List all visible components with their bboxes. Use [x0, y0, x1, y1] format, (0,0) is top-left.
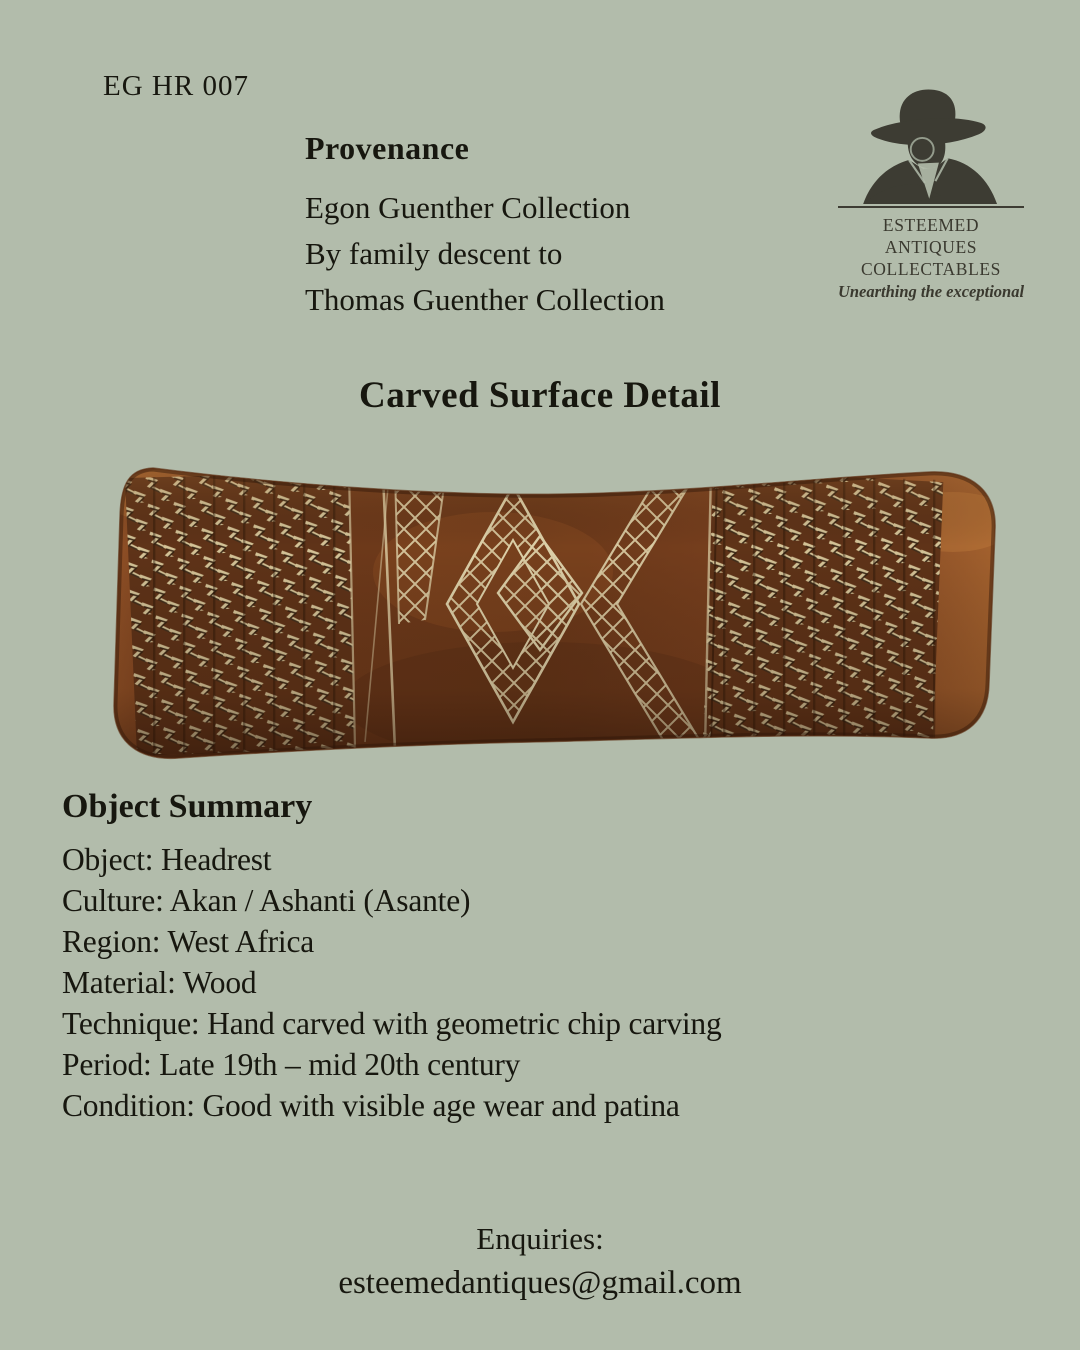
provenance-line: Egon Guenther Collection: [305, 190, 631, 225]
footer-contact: [0, 1216, 1080, 1306]
brand-logo: [836, 86, 1026, 302]
provenance-section: [305, 130, 665, 323]
headrest-photo: [63, 452, 1015, 767]
object-summary-section: [62, 788, 1022, 1126]
contact-email: esteemedantiques@gmail.com: [338, 1265, 742, 1301]
summary-line-period: Period: Late 19th – mid 20th century: [62, 1047, 521, 1082]
provenance-line: Thomas Guenther Collection: [305, 282, 665, 317]
summary-line-culture: Culture: Akan / Ashanti (Asante): [62, 883, 471, 918]
summary-line-material: Material: Wood: [62, 965, 257, 1000]
logo-name-line2: COLLECTABLES: [861, 259, 1001, 279]
enquiries-label: Enquiries:: [476, 1221, 604, 1256]
summary-line-condition: Condition: Good with visible age wear and patina: [62, 1088, 680, 1123]
provenance-title: Provenance: [305, 130, 470, 166]
section-title: Carved Surface Detail: [359, 375, 721, 416]
reference-code: EG HR 007: [103, 70, 249, 102]
object-summary-title: Object Summary: [62, 788, 313, 825]
detective-silhouette-icon: [856, 86, 1006, 204]
summary-line-object: Object: Headrest: [62, 842, 272, 877]
logo-tagline: Unearthing the exceptional: [837, 282, 1025, 301]
provenance-line: By family descent to: [305, 236, 563, 271]
summary-line-region: Region: West Africa: [62, 924, 315, 959]
logo-divider: [838, 206, 1024, 208]
logo-name-line1: ESTEEMED ANTIQUES: [882, 215, 980, 257]
summary-line-technique: Technique: Hand carved with geometric chip carving: [62, 1006, 722, 1041]
